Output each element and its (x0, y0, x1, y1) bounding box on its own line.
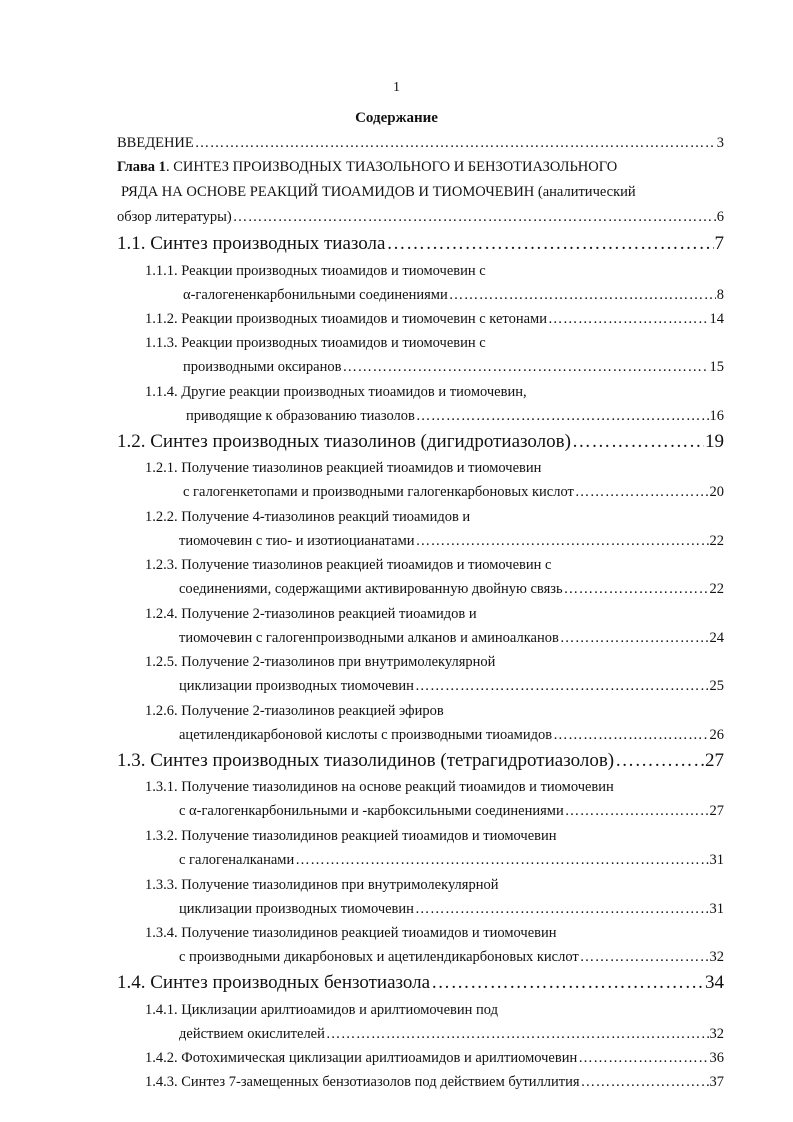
dot-leader (326, 1024, 709, 1044)
toc-page-number: 3 (716, 135, 724, 151)
toc-page-number: 25 (709, 678, 724, 694)
toc-entry-text: 1.3.2. Получение тиазолидинов реакцией тиоамидов и тиомочевин (145, 828, 557, 844)
dot-leader (449, 285, 716, 305)
toc-page-number: 31 (709, 901, 724, 917)
toc-entry-text: с галогеналканами (179, 852, 295, 868)
toc-subsection-1-2-3-line-2[interactable] (179, 579, 724, 599)
toc-entry-text: 1.4.3. Синтез 7-замещенных бензотиазолов под действием бутиллития (145, 1074, 580, 1090)
toc-page-number: 8 (716, 287, 724, 303)
toc-subsection-1-2-6-line-1[interactable] (145, 701, 793, 721)
dot-leader (580, 947, 709, 967)
dot-leader (572, 430, 704, 454)
toc-subsection-1-2-2-line-2[interactable] (179, 531, 724, 551)
toc-entry-text: соединениями, содержащими активированную двойную связь (179, 581, 563, 597)
toc-subsection-1-2-3-line-1[interactable] (145, 555, 793, 575)
toc-page-number: 31 (709, 852, 724, 868)
toc-subsection-1-2-1-line-2[interactable] (183, 482, 724, 502)
toc-subsection-1-4-1-line-1[interactable] (145, 1000, 793, 1020)
toc-subsection-1-1-4-line-2[interactable] (186, 406, 724, 426)
toc-entry-text: РЯДА НА ОСНОВЕ РЕАКЦИЙ ТИОАМИДОВ И ТИОМОЧЕВИН (аналитический (121, 184, 636, 200)
toc-entry-text: 1.2.3. Получение тиазолинов реакцией тиоамидов и тиомочевин с (145, 557, 552, 573)
toc-page-number: 32 (709, 949, 724, 965)
toc-entry-text: 1.2.5. Получение 2-тиазолинов при внутримолекулярной (145, 654, 496, 670)
toc-entry-text: циклизации производных тиомочевин (179, 678, 414, 694)
dot-leader (565, 801, 709, 821)
toc-subsection-1-1-2[interactable] (145, 309, 724, 329)
toc-subsection-1-3-1-line-2[interactable] (179, 801, 724, 821)
toc-entry-text: 1.1.1. Реакции производных тиоамидов и тиомочевин с (145, 263, 486, 279)
dot-leader (615, 749, 704, 773)
toc-page-number: 6 (716, 209, 724, 225)
toc-page-number: 26 (709, 727, 724, 743)
dot-leader (560, 628, 709, 648)
toc-section-1-2[interactable] (117, 430, 724, 454)
toc-subsection-1-1-3-line-1[interactable] (145, 333, 793, 353)
toc-subsection-1-4-1-line-2[interactable] (179, 1024, 724, 1044)
toc-subsection-1-3-2-line-2[interactable] (179, 850, 724, 870)
dot-leader (233, 207, 716, 227)
toc-page-number: 14 (709, 311, 724, 327)
toc-chapter-1-line-1[interactable] (117, 157, 717, 177)
toc-page-number: 24 (709, 630, 724, 646)
toc-entry-text: приводящие к образованию тиазолов (186, 408, 415, 424)
toc-subsection-1-4-2[interactable] (145, 1048, 724, 1068)
toc-chapter-1-line-2 (121, 182, 721, 202)
dot-leader (578, 1048, 708, 1068)
dot-leader (386, 232, 713, 256)
toc-page-number: 19 (705, 431, 724, 452)
toc-entry-introduction[interactable] (117, 133, 724, 153)
toc-subsection-1-1-1-line-2[interactable] (183, 285, 724, 305)
toc-subsection-1-1-1-line-1[interactable] (145, 261, 793, 281)
page-number: 1 (393, 80, 400, 95)
toc-section-1-3[interactable] (117, 749, 724, 773)
toc-subsection-1-2-6-line-2[interactable] (179, 725, 724, 745)
toc-subsection-1-3-3-line-1[interactable] (145, 875, 793, 895)
toc-entry-text: 1.2.6. Получение 2-тиазолинов реакцией эфиров (145, 703, 444, 719)
dot-leader (553, 725, 708, 745)
toc-entry-text: 1.3.1. Получение тиазолидинов на основе реакций тиоамидов и тиомочевин (145, 779, 614, 795)
toc-entry-text: с α-галогенкарбонильными и -карбоксильными соединениями (179, 803, 564, 819)
toc-entry-text: с галогенкетопами и производными галогенкарбоновых кислот (183, 484, 574, 500)
dot-leader (195, 133, 716, 153)
toc-entry-text: 1.1. Синтез производных тиазола (117, 233, 386, 254)
toc-entry-text: 1.4.2. Фотохимическая циклизации арилтиоамидов и арилтиомочевин (145, 1050, 578, 1066)
dot-leader (581, 1072, 709, 1092)
toc-entry-text: 1.1.4. Другие реакции производных тиоамидов и тиомочевин, (145, 384, 527, 400)
toc-page-number: 20 (709, 484, 724, 500)
toc-subsection-1-1-3-line-2[interactable] (183, 357, 724, 377)
toc-entry-text: ацетилендикарбоновой кислоты с производными тиоамидов (179, 727, 553, 743)
dot-leader (415, 899, 709, 919)
toc-entry-text: 1.3.3. Получение тиазолидинов при внутримолекулярной (145, 877, 499, 893)
dot-leader (564, 579, 709, 599)
dot-leader (416, 531, 709, 551)
toc-entry-text: обзор литературы) (117, 209, 232, 225)
toc-entry-text: циклизации производных тиомочевин (179, 901, 414, 917)
toc-page-number: 32 (709, 1026, 724, 1042)
toc-page-number: 7 (714, 233, 724, 254)
toc-section-1-4[interactable] (117, 971, 724, 995)
toc-subsection-1-2-4-line-2[interactable] (179, 628, 724, 648)
toc-page-number: 36 (709, 1050, 724, 1066)
toc-page-number: 16 (709, 408, 724, 424)
toc-subsection-1-3-4-line-1[interactable] (145, 923, 793, 943)
toc-section-1-1[interactable] (117, 232, 724, 256)
toc-entry-text: производными оксиранов (183, 359, 342, 375)
toc-entry-text: тиомочевин с тио- и изотиоцианатами (179, 533, 415, 549)
toc-page-number: 15 (709, 359, 724, 375)
toc-page-number: 22 (709, 581, 724, 597)
toc-subsection-1-2-4-line-1[interactable] (145, 604, 793, 624)
toc-page-number: 37 (709, 1074, 724, 1090)
dot-leader (415, 676, 709, 696)
toc-title: Содержание (355, 110, 438, 126)
toc-page-number: 34 (705, 972, 724, 993)
toc-entry-text: 1.3. Синтез производных тиазолидинов (тетрагидротиазолов) (117, 750, 615, 771)
toc-subsection-1-2-1-line-1[interactable] (145, 458, 793, 478)
dot-leader (416, 406, 709, 426)
toc-subsection-1-2-5-line-1[interactable] (145, 652, 793, 672)
toc-subsection-1-3-2-line-1[interactable] (145, 826, 793, 846)
toc-entry-text: 1.3.4. Получение тиазолидинов реакцией тиоамидов и тиомочевин (145, 925, 557, 941)
toc-page-number: 22 (709, 533, 724, 549)
toc-entry-text: α-галогененкарбонильными соединениями (183, 287, 448, 303)
toc-subsection-1-1-4-line-1[interactable] (145, 382, 793, 402)
toc-entry-text: действием окислителей (179, 1026, 325, 1042)
chapter-label: Глава 1 (117, 159, 166, 175)
dot-leader (295, 850, 708, 870)
toc-entry-text: 1.2.1. Получение тиазолинов реакцией тиоамидов и тиомочевин (145, 460, 542, 476)
toc-chapter-1-line-3[interactable] (117, 207, 724, 227)
toc-entry-text: 1.2. Синтез производных тиазолинов (дигидротиазолов) (117, 431, 571, 452)
toc-entry-text: 1.2.4. Получение 2-тиазолинов реакцией тиоамидов и (145, 606, 477, 622)
toc-entry-text: тиомочевин с галогенпроизводными алканов и аминоалканов (179, 630, 559, 646)
toc-subsection-1-3-1-line-1[interactable] (145, 777, 793, 797)
toc-page-number: 27 (709, 803, 724, 819)
toc-subsection-1-2-5-line-2[interactable] (179, 676, 724, 696)
toc-subsection-1-3-3-line-2[interactable] (179, 899, 724, 919)
toc-entry-text: 1.4. Синтез производных бензотиазола (117, 972, 431, 993)
toc-subsection-1-4-3[interactable] (145, 1072, 724, 1092)
dot-leader (431, 971, 704, 995)
dot-leader (548, 309, 709, 329)
toc-entry-text: 1.1.3. Реакции производных тиоамидов и тиомочевин с (145, 335, 486, 351)
toc-entry-text: 1.2.2. Получение 4-тиазолинов реакций тиоамидов и (145, 509, 471, 525)
toc-entry-text: ВВЕДЕНИЕ (117, 135, 194, 151)
toc-entry-text: 1.4.1. Циклизации арилтиоамидов и арилтиомочевин под (145, 1002, 498, 1018)
toc-subsection-1-2-2-line-1[interactable] (145, 507, 793, 527)
toc-page-number: 27 (705, 750, 724, 771)
dot-leader (342, 357, 708, 377)
dot-leader (575, 482, 709, 502)
toc-entry-text: с производными дикарбоновых и ацетилендикарбоновых кислот (179, 949, 579, 965)
toc-entry-text: . СИНТЕЗ ПРОИЗВОДНЫХ ТИАЗОЛЬНОГО И БЕНЗОТИАЗОЛЬНОГО (165, 159, 618, 175)
toc-entry-text: 1.1.2. Реакции производных тиоамидов и тиомочевин с кетонами (145, 311, 547, 327)
toc-subsection-1-3-4-line-2[interactable] (179, 947, 724, 967)
